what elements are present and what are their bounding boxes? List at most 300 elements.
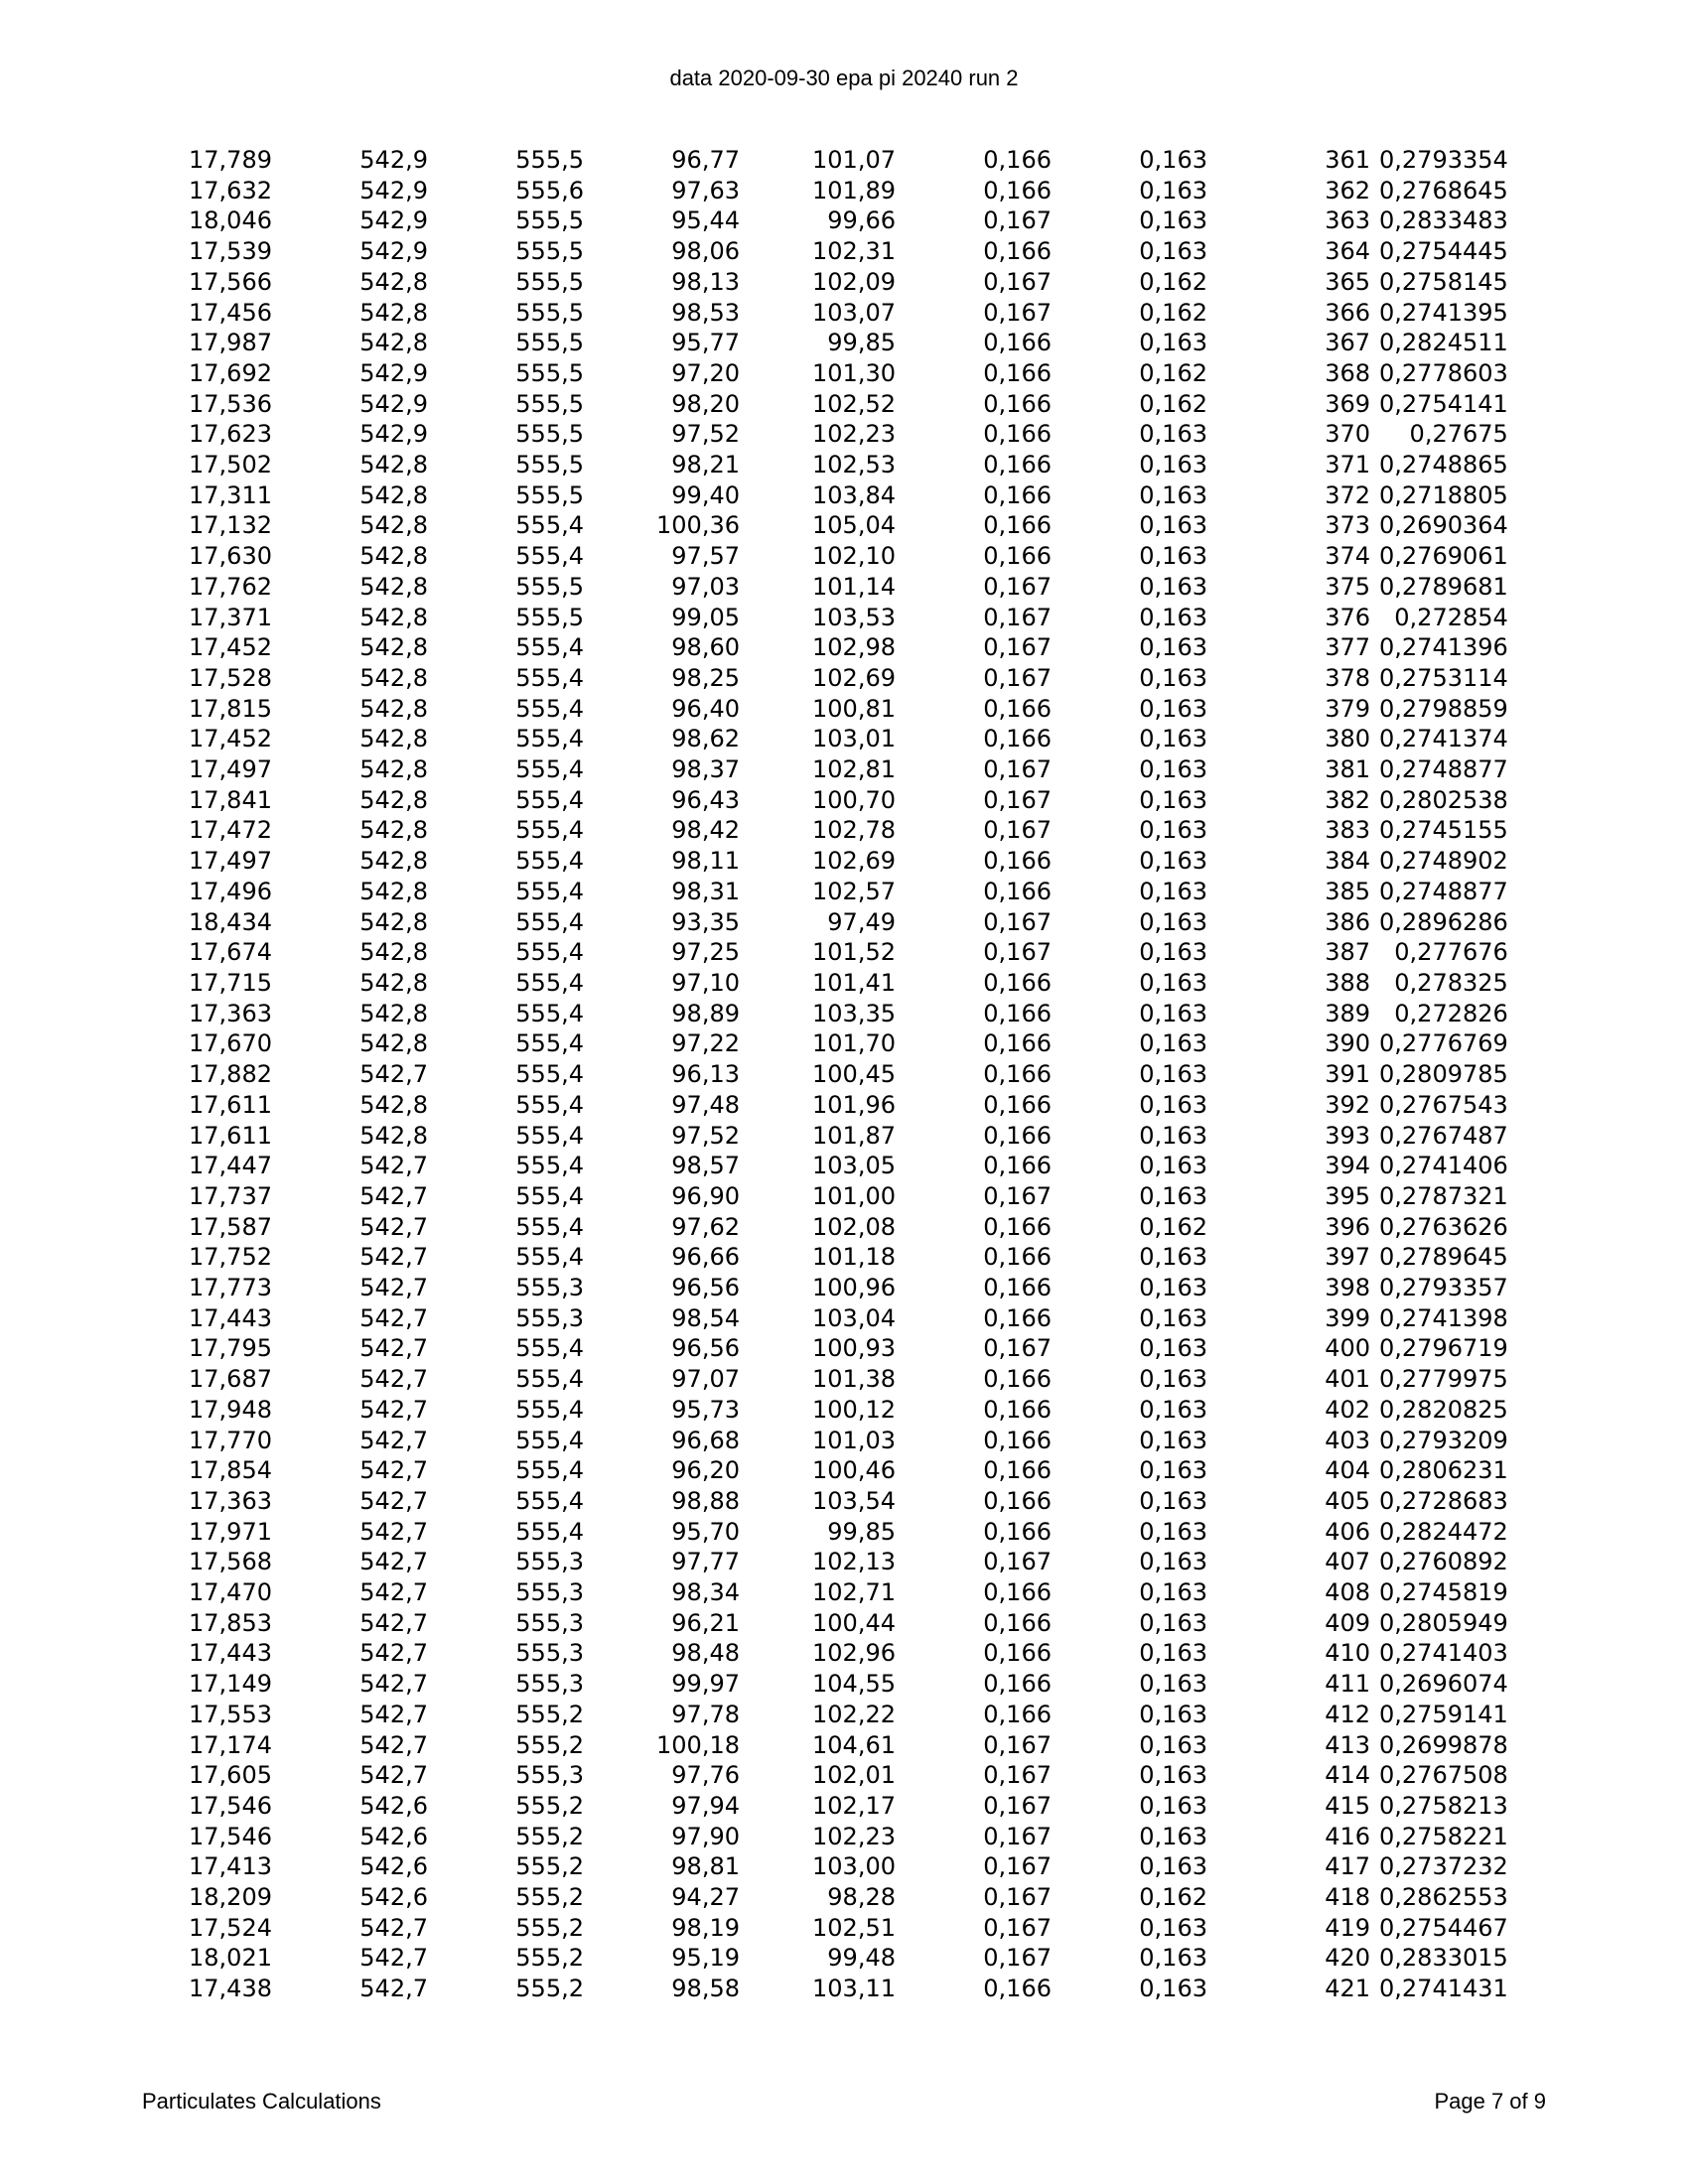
table-cell: 0,167 <box>983 267 1052 296</box>
table-cell: 95,44 <box>671 206 740 235</box>
table-row <box>149 267 1517 298</box>
table-cell: 555,3 <box>515 1578 584 1607</box>
table-cell: 555,4 <box>515 663 584 692</box>
table-cell: 555,5 <box>515 572 584 601</box>
table-row <box>149 1882 1517 1913</box>
table-cell: 555,4 <box>515 1212 584 1241</box>
table-row <box>149 907 1517 938</box>
table-cell: 0,2758145 <box>1379 267 1508 296</box>
table-cell: 0,2824511 <box>1379 329 1508 357</box>
table-row <box>149 999 1517 1029</box>
table-cell: 100,36 <box>656 511 740 540</box>
table-cell: 542,8 <box>359 907 428 936</box>
table-cell: 555,5 <box>515 146 584 174</box>
table-cell: 97,94 <box>671 1791 740 1820</box>
table-cell: 542,6 <box>359 1883 428 1912</box>
table-cell: 17,605 <box>189 1761 272 1790</box>
table-row <box>149 145 1517 176</box>
table-cell: 542,6 <box>359 1852 428 1881</box>
table-cell: 555,3 <box>515 1548 584 1576</box>
table-cell: 0,167 <box>983 1181 1052 1210</box>
table-cell: 555,5 <box>515 358 584 387</box>
table-cell: 98,13 <box>671 267 740 296</box>
table-cell: 98,37 <box>671 755 740 784</box>
table-cell: 96,56 <box>671 1334 740 1363</box>
table-cell: 405 <box>1325 1486 1370 1515</box>
table-cell: 17,524 <box>189 1913 272 1942</box>
table-cell: 18,209 <box>189 1883 272 1912</box>
table-cell: 555,4 <box>515 755 584 784</box>
table-cell: 102,69 <box>812 663 896 692</box>
table-cell: 555,5 <box>515 451 584 479</box>
table-cell: 555,3 <box>515 1639 584 1668</box>
table-cell: 555,4 <box>515 907 584 936</box>
table-cell: 0,163 <box>1139 420 1207 449</box>
table-cell: 0,163 <box>1139 329 1207 357</box>
table-cell: 542,7 <box>359 1426 428 1454</box>
table-cell: 0,2793209 <box>1379 1426 1508 1454</box>
table-row <box>149 1121 1517 1152</box>
table-cell: 0,163 <box>1139 1608 1207 1637</box>
table-cell: 0,2767508 <box>1379 1761 1508 1790</box>
table-cell: 0,163 <box>1139 1152 1207 1180</box>
table-cell: 542,7 <box>359 1975 428 2003</box>
table-cell: 0,166 <box>983 511 1052 540</box>
table-cell: 98,88 <box>671 1486 740 1515</box>
table-row <box>149 1760 1517 1791</box>
table-cell: 0,2754467 <box>1379 1913 1508 1942</box>
table-cell: 0,166 <box>983 1670 1052 1699</box>
table-cell: 17,611 <box>189 1090 272 1119</box>
table-cell: 361 <box>1325 146 1370 174</box>
table-cell: 101,38 <box>812 1365 896 1394</box>
table-cell: 97,62 <box>671 1212 740 1241</box>
table-cell: 0,163 <box>1139 1334 1207 1363</box>
table-cell: 103,35 <box>812 999 896 1027</box>
table-row <box>149 632 1517 663</box>
table-cell: 97,77 <box>671 1548 740 1576</box>
table-cell: 542,8 <box>359 663 428 692</box>
table-cell: 555,4 <box>515 999 584 1027</box>
table-cell: 0,163 <box>1139 451 1207 479</box>
table-cell: 0,2690364 <box>1379 511 1508 540</box>
table-cell: 555,4 <box>515 725 584 753</box>
table-cell: 414 <box>1325 1761 1370 1790</box>
table-cell: 368 <box>1325 358 1370 387</box>
table-cell: 542,8 <box>359 298 428 327</box>
table-cell: 0,163 <box>1139 694 1207 723</box>
table-cell: 0,2741395 <box>1379 298 1508 327</box>
table-cell: 0,166 <box>983 1152 1052 1180</box>
table-cell: 391 <box>1325 1060 1370 1089</box>
table-cell: 0,166 <box>983 542 1052 571</box>
table-cell: 542,8 <box>359 847 428 876</box>
table-row <box>149 1547 1517 1577</box>
table-cell: 17,854 <box>189 1456 272 1485</box>
table-cell: 419 <box>1325 1913 1370 1942</box>
table-cell: 0,2862553 <box>1379 1883 1508 1912</box>
table-cell: 0,167 <box>983 1822 1052 1850</box>
table-cell: 17,311 <box>189 480 272 509</box>
table-cell: 96,13 <box>671 1060 740 1089</box>
table-cell: 99,66 <box>827 206 896 235</box>
table-cell: 98,20 <box>671 389 740 418</box>
table-cell: 379 <box>1325 694 1370 723</box>
table-cell: 98,25 <box>671 663 740 692</box>
table-cell: 17,546 <box>189 1822 272 1850</box>
table-cell: 103,00 <box>812 1852 896 1881</box>
table-cell: 364 <box>1325 237 1370 266</box>
table-cell: 17,687 <box>189 1365 272 1394</box>
table-cell: 17,496 <box>189 877 272 905</box>
table-cell: 102,81 <box>812 755 896 784</box>
table-cell: 542,9 <box>359 389 428 418</box>
table-cell: 374 <box>1325 542 1370 571</box>
table-cell: 418 <box>1325 1883 1370 1912</box>
table-cell: 98,57 <box>671 1152 740 1180</box>
table-cell: 0,166 <box>983 451 1052 479</box>
table-cell: 17,443 <box>189 1639 272 1668</box>
table-cell: 17,948 <box>189 1395 272 1424</box>
footer-document-name: Particulates Calculations <box>142 2089 381 2114</box>
table-cell: 420 <box>1325 1944 1370 1973</box>
table-cell: 104,61 <box>812 1730 896 1759</box>
table-row <box>149 754 1517 785</box>
table-cell: 0,163 <box>1139 907 1207 936</box>
table-cell: 102,17 <box>812 1791 896 1820</box>
table-cell: 0,166 <box>983 1243 1052 1272</box>
table-cell: 555,4 <box>515 1090 584 1119</box>
table-cell: 555,3 <box>515 1274 584 1302</box>
table-cell: 542,7 <box>359 1243 428 1272</box>
table-cell: 0,166 <box>983 1639 1052 1668</box>
table-cell: 542,7 <box>359 1395 428 1424</box>
table-cell: 98,60 <box>671 633 740 662</box>
table-cell: 0,163 <box>1139 1730 1207 1759</box>
table-cell: 94,27 <box>671 1883 740 1912</box>
table-cell: 0,163 <box>1139 968 1207 997</box>
table-cell: 0,2793354 <box>1379 146 1508 174</box>
table-cell: 542,8 <box>359 816 428 845</box>
table-cell: 102,98 <box>812 633 896 662</box>
table-row <box>149 724 1517 754</box>
table-cell: 0,2696074 <box>1379 1670 1508 1699</box>
table-cell: 366 <box>1325 298 1370 327</box>
table-cell: 0,166 <box>983 1517 1052 1546</box>
table-cell: 17,630 <box>189 542 272 571</box>
table-cell: 98,19 <box>671 1913 740 1942</box>
table-cell: 0,2699878 <box>1379 1730 1508 1759</box>
table-cell: 0,163 <box>1139 146 1207 174</box>
table-cell: 542,7 <box>359 1274 428 1302</box>
table-cell: 0,167 <box>983 663 1052 692</box>
table-cell: 403 <box>1325 1426 1370 1454</box>
table-row <box>149 1700 1517 1730</box>
table-cell: 0,166 <box>983 1486 1052 1515</box>
table-cell: 0,163 <box>1139 877 1207 905</box>
table-cell: 0,167 <box>983 1791 1052 1820</box>
table-cell: 542,7 <box>359 1303 428 1332</box>
table-cell: 0,163 <box>1139 1395 1207 1424</box>
table-cell: 0,2789645 <box>1379 1243 1508 1272</box>
table-cell: 0,163 <box>1139 1639 1207 1668</box>
table-cell: 0,163 <box>1139 999 1207 1027</box>
data-table-container <box>149 145 1517 2004</box>
table-cell: 0,166 <box>983 1274 1052 1302</box>
table-row <box>149 1028 1517 1059</box>
table-cell: 542,7 <box>359 1761 428 1790</box>
table-cell: 0,2768645 <box>1379 176 1508 205</box>
table-cell: 0,163 <box>1139 480 1207 509</box>
table-cell: 0,163 <box>1139 511 1207 540</box>
table-cell: 102,08 <box>812 1212 896 1241</box>
table-cell: 17,497 <box>189 755 272 784</box>
table-cell: 555,5 <box>515 329 584 357</box>
table-cell: 408 <box>1325 1578 1370 1607</box>
table-cell: 542,7 <box>359 1548 428 1576</box>
table-cell: 97,48 <box>671 1090 740 1119</box>
table-row <box>149 510 1517 541</box>
table-cell: 105,04 <box>812 511 896 540</box>
table-row <box>149 1151 1517 1181</box>
table-cell: 407 <box>1325 1548 1370 1576</box>
table-cell: 542,8 <box>359 785 428 814</box>
table-cell: 542,7 <box>359 1700 428 1728</box>
table-cell: 17,568 <box>189 1548 272 1576</box>
table-cell: 17,132 <box>189 511 272 540</box>
table-cell: 0,166 <box>983 968 1052 997</box>
table-cell: 0,2759141 <box>1379 1700 1508 1728</box>
table-cell: 98,89 <box>671 999 740 1027</box>
table-cell: 17,472 <box>189 816 272 845</box>
table-cell: 542,8 <box>359 1121 428 1150</box>
table-cell: 365 <box>1325 267 1370 296</box>
table-cell: 555,2 <box>515 1730 584 1759</box>
table-cell: 97,10 <box>671 968 740 997</box>
table-cell: 17,632 <box>189 176 272 205</box>
table-cell: 555,4 <box>515 1365 584 1394</box>
table-cell: 99,40 <box>671 480 740 509</box>
table-cell: 17,611 <box>189 1121 272 1150</box>
table-cell: 104,55 <box>812 1670 896 1699</box>
table-row <box>149 1059 1517 1090</box>
table-cell: 103,04 <box>812 1303 896 1332</box>
table-cell: 0,167 <box>983 785 1052 814</box>
table-cell: 102,57 <box>812 877 896 905</box>
table-cell: 96,66 <box>671 1243 740 1272</box>
table-cell: 0,167 <box>983 1883 1052 1912</box>
table-cell: 96,21 <box>671 1608 740 1637</box>
table-cell: 0,2748865 <box>1379 451 1508 479</box>
table-cell: 0,163 <box>1139 1975 1207 2003</box>
table-cell: 97,07 <box>671 1365 740 1394</box>
table-cell: 542,8 <box>359 603 428 631</box>
table-cell: 0,2778603 <box>1379 358 1508 387</box>
table-cell: 95,73 <box>671 1395 740 1424</box>
table-cell: 555,4 <box>515 1517 584 1546</box>
table-cell: 0,2896286 <box>1379 907 1508 936</box>
table-row <box>149 846 1517 877</box>
table-cell: 0,167 <box>983 603 1052 631</box>
table-cell: 0,2737232 <box>1379 1852 1508 1881</box>
table-cell: 101,30 <box>812 358 896 387</box>
table-cell: 406 <box>1325 1517 1370 1546</box>
table-row <box>149 815 1517 846</box>
table-cell: 102,22 <box>812 1700 896 1728</box>
table-cell: 102,53 <box>812 451 896 479</box>
table-cell: 0,2833015 <box>1379 1944 1508 1973</box>
table-cell: 381 <box>1325 755 1370 784</box>
table-cell: 542,6 <box>359 1822 428 1850</box>
table-cell: 17,692 <box>189 358 272 387</box>
table-cell: 0,166 <box>983 146 1052 174</box>
table-cell: 0,163 <box>1139 572 1207 601</box>
table-cell: 0,163 <box>1139 1181 1207 1210</box>
table-cell: 101,00 <box>812 1181 896 1210</box>
table-cell: 555,2 <box>515 1975 584 2003</box>
table-cell: 542,7 <box>359 1608 428 1637</box>
table-cell: 555,4 <box>515 1181 584 1210</box>
table-cell: 96,20 <box>671 1456 740 1485</box>
table-cell: 542,7 <box>359 1456 428 1485</box>
table-cell: 0,2769061 <box>1379 542 1508 571</box>
table-cell: 97,57 <box>671 542 740 571</box>
table-cell: 0,166 <box>983 1395 1052 1424</box>
table-cell: 555,5 <box>515 206 584 235</box>
table-cell: 409 <box>1325 1608 1370 1637</box>
table-cell: 0,166 <box>983 176 1052 205</box>
table-cell: 411 <box>1325 1670 1370 1699</box>
table-cell: 0,163 <box>1139 206 1207 235</box>
table-cell: 97,22 <box>671 1029 740 1058</box>
table-cell: 0,166 <box>983 1700 1052 1728</box>
table-cell: 99,48 <box>827 1944 896 1973</box>
table-cell: 17,452 <box>189 725 272 753</box>
table-cell: 17,447 <box>189 1152 272 1180</box>
table-cell: 101,70 <box>812 1029 896 1058</box>
table-cell: 555,5 <box>515 420 584 449</box>
table-row <box>149 694 1517 725</box>
table-cell: 17,371 <box>189 603 272 631</box>
table-cell: 103,07 <box>812 298 896 327</box>
table-cell: 0,162 <box>1139 389 1207 418</box>
table-cell: 98,28 <box>827 1883 896 1912</box>
table-cell: 96,90 <box>671 1181 740 1210</box>
table-cell: 0,2754141 <box>1379 389 1508 418</box>
table-cell: 383 <box>1325 816 1370 845</box>
table-cell: 0,163 <box>1139 1578 1207 1607</box>
table-cell: 555,5 <box>515 298 584 327</box>
table-cell: 17,737 <box>189 1181 272 1210</box>
table-cell: 100,93 <box>812 1334 896 1363</box>
table-cell: 0,2745155 <box>1379 816 1508 845</box>
table-cell: 555,4 <box>515 1486 584 1515</box>
table-cell: 99,85 <box>827 1517 896 1546</box>
table-cell: 416 <box>1325 1822 1370 1850</box>
table-cell: 0,2748877 <box>1379 755 1508 784</box>
table-cell: 369 <box>1325 389 1370 418</box>
table-cell: 0,163 <box>1139 755 1207 784</box>
table-cell: 387 <box>1325 938 1370 967</box>
table-cell: 555,2 <box>515 1822 584 1850</box>
table-cell: 0,2741406 <box>1379 1152 1508 1180</box>
table-cell: 0,2763626 <box>1379 1212 1508 1241</box>
data-table <box>149 145 1517 2004</box>
table-cell: 0,167 <box>983 938 1052 967</box>
table-cell: 103,84 <box>812 480 896 509</box>
table-cell: 421 <box>1325 1975 1370 2003</box>
table-cell: 96,40 <box>671 694 740 723</box>
table-cell: 373 <box>1325 511 1370 540</box>
table-cell: 0,167 <box>983 1334 1052 1363</box>
table-cell: 542,8 <box>359 267 428 296</box>
table-cell: 542,9 <box>359 146 428 174</box>
table-row <box>149 1181 1517 1212</box>
table-cell: 0,2802538 <box>1379 785 1508 814</box>
table-cell: 555,5 <box>515 237 584 266</box>
table-cell: 555,4 <box>515 542 584 571</box>
table-cell: 0,163 <box>1139 725 1207 753</box>
table-cell: 542,8 <box>359 329 428 357</box>
table-cell: 417 <box>1325 1852 1370 1881</box>
table-cell: 0,2754445 <box>1379 237 1508 266</box>
table-row <box>149 1943 1517 1974</box>
table-cell: 98,54 <box>671 1303 740 1332</box>
table-cell: 17,987 <box>189 329 272 357</box>
table-cell: 102,09 <box>812 267 896 296</box>
table-cell: 542,8 <box>359 511 428 540</box>
table-row <box>149 1090 1517 1121</box>
table-cell: 400 <box>1325 1334 1370 1363</box>
table-cell: 95,77 <box>671 329 740 357</box>
table-cell: 0,167 <box>983 1852 1052 1881</box>
table-row <box>149 450 1517 480</box>
table-cell: 555,3 <box>515 1670 584 1699</box>
table-cell: 367 <box>1325 329 1370 357</box>
table-row <box>149 389 1517 420</box>
table-cell: 555,3 <box>515 1608 584 1637</box>
table-cell: 96,56 <box>671 1274 740 1302</box>
table-cell: 18,434 <box>189 907 272 936</box>
table-cell: 0,163 <box>1139 816 1207 845</box>
table-cell: 0,2796719 <box>1379 1334 1508 1363</box>
table-cell: 542,8 <box>359 938 428 967</box>
table-cell: 17,971 <box>189 1517 272 1546</box>
table-cell: 0,166 <box>983 847 1052 876</box>
table-cell: 555,5 <box>515 389 584 418</box>
table-cell: 0,2741396 <box>1379 633 1508 662</box>
table-cell: 0,2767487 <box>1379 1121 1508 1150</box>
table-cell: 17,149 <box>189 1670 272 1699</box>
table-cell: 555,4 <box>515 1334 584 1363</box>
table-cell: 0,163 <box>1139 1852 1207 1881</box>
table-row <box>149 663 1517 694</box>
table-cell: 0,2779975 <box>1379 1365 1508 1394</box>
table-cell: 0,166 <box>983 389 1052 418</box>
table-cell: 0,166 <box>983 1212 1052 1241</box>
table-cell: 542,8 <box>359 572 428 601</box>
table-row <box>149 937 1517 968</box>
table-cell: 412 <box>1325 1700 1370 1728</box>
table-cell: 0,2758221 <box>1379 1822 1508 1850</box>
table-cell: 0,2824472 <box>1379 1517 1508 1546</box>
table-cell: 371 <box>1325 451 1370 479</box>
table-cell: 17,770 <box>189 1426 272 1454</box>
table-cell: 0,167 <box>983 1548 1052 1576</box>
table-row <box>149 236 1517 267</box>
table-cell: 0,2760892 <box>1379 1548 1508 1576</box>
table-cell: 385 <box>1325 877 1370 905</box>
